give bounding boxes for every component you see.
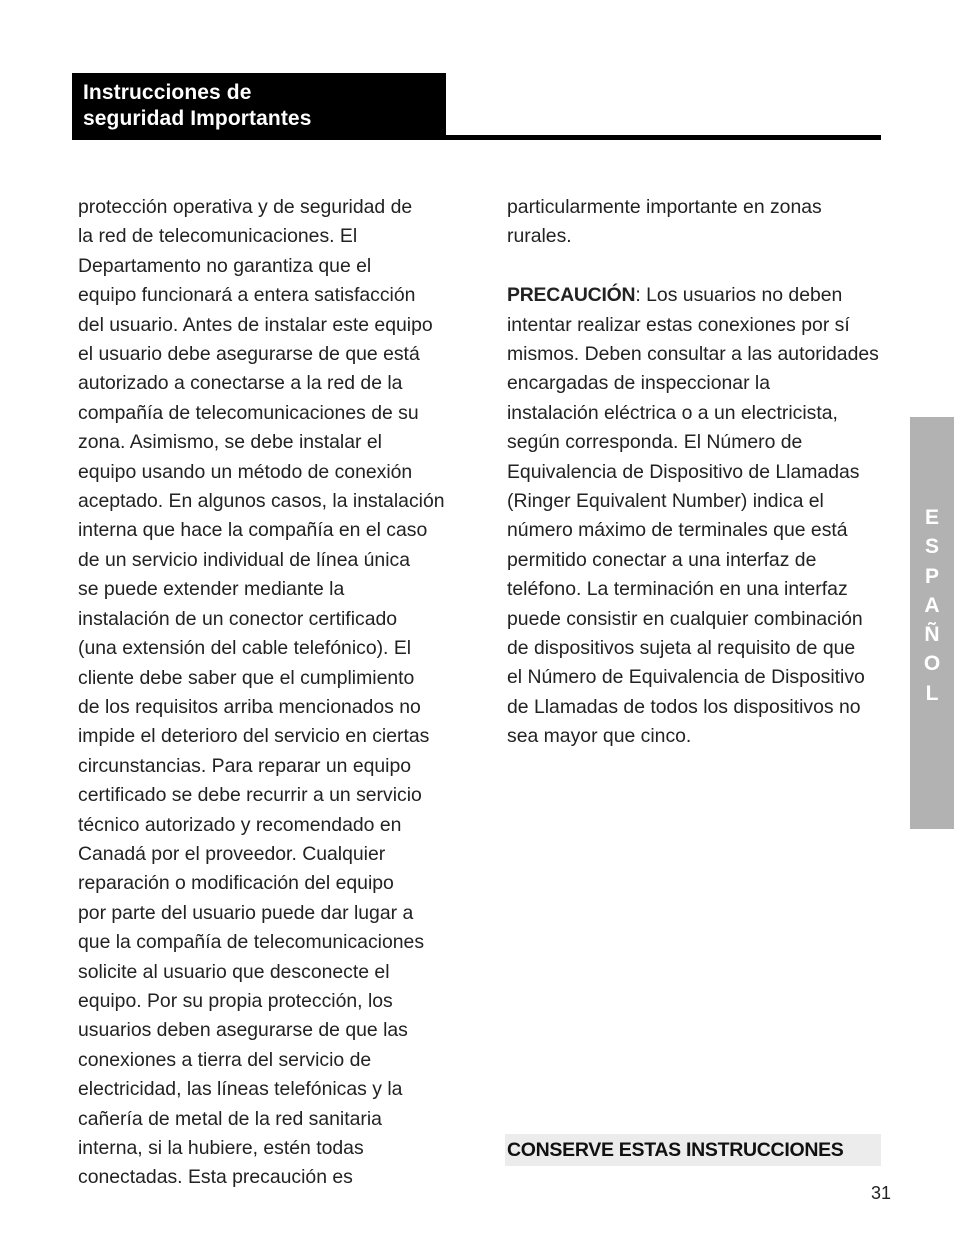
body-line: zona. Asimismo, se debe instalar el [78, 431, 382, 454]
body-line: solicite al usuario que desconecte el [78, 960, 390, 983]
body-line: equipo funcionará a entera satisfacción [78, 284, 416, 307]
language-letters [910, 503, 954, 708]
body-line: cliente debe saber que el cumplimiento [78, 666, 415, 689]
body-line: instalación de un conector certificado [78, 607, 398, 630]
body-line: de Llamadas de todos los dispositivos no [507, 695, 861, 718]
body-line: la red de telecomunicaciones. El [78, 225, 358, 248]
body-line: (Ringer Equivalent Number) indica el [507, 490, 824, 513]
body-line: conexiones a tierra del servicio de [78, 1048, 372, 1071]
body-line: usuarios deben asegurarse de que las [78, 1019, 408, 1042]
body-line: permitido conectar a una interfaz de [507, 548, 817, 571]
body-line: encargadas de inspeccionar la [507, 372, 771, 395]
section-header [72, 73, 446, 139]
body-line: según corresponda. El Número de [507, 431, 803, 454]
save-instructions-band [505, 1134, 881, 1166]
body-line: impide el deterioro del servicio en ciertas [78, 725, 430, 748]
body-line: de dispositivos sujeta al requisito de que [507, 637, 856, 660]
body-line: (una extensión del cable telefónico). El [78, 637, 412, 660]
body-line: interna que hace la compañía en el caso [78, 519, 428, 542]
section-title-line-2: seguridad Importantes [83, 107, 312, 130]
body-line: intentar realizar estas conexiones por sí [507, 313, 850, 336]
save-instructions-note: CONSERVE ESTAS INSTRUCCIONES [507, 1139, 844, 1161]
caution-label: PRECAUCIÓN [507, 284, 636, 307]
caution-first-line-text: : Los usuarios no deben [635, 284, 843, 307]
tab-letter: O [923, 652, 941, 676]
body-line: de un servicio individual de línea única [78, 548, 411, 571]
language-side-tab [910, 417, 954, 829]
body-line: teléfono. La terminación en una interfaz [507, 578, 848, 601]
body-line: equipo. Por su propia protección, los [78, 989, 393, 1012]
section-title-line-1: Instrucciones de [83, 81, 252, 104]
body-line: de los requisitos arriba mencionados no [78, 695, 421, 718]
body-line: se puede extender mediante la [78, 578, 345, 601]
body-line: que la compañía de telecomunicaciones [78, 931, 425, 954]
body-line: equipo usando un método de conexión [78, 460, 413, 483]
body-line: número máximo de terminales que está [507, 519, 848, 542]
body-line: reparación o modificación del equipo [78, 872, 394, 895]
body-line: por parte del usuario puede dar lugar a [78, 901, 414, 924]
body-line: cañería de metal de la red sanitaria [78, 1107, 382, 1130]
left-column [78, 193, 450, 1193]
body-line: el usuario debe asegurarse de que está [78, 343, 420, 366]
body-line: del usuario. Antes de instalar este equipo [78, 313, 433, 336]
body-line: rurales. [507, 225, 572, 248]
body-line: compañía de telecomunicaciones de su [78, 401, 419, 424]
body-line: aceptado. En algunos casos, la instalación [78, 490, 445, 513]
body-line: electricidad, las líneas telefónicas y la [78, 1078, 403, 1101]
body-line: particularmente importante en zonas [507, 196, 822, 218]
page-number: 31 [871, 1183, 892, 1203]
tab-letter: E [924, 506, 939, 529]
body-line: mismos. Deben consultar a las autoridades [507, 343, 879, 366]
body-line: circunstancias. Para reparar un equipo [78, 754, 412, 777]
body-line: el Número de Equivalencia de Dispositivo [507, 666, 865, 689]
tab-letter: A [924, 593, 940, 617]
body-line: certificado se debe recurrir a un servicio [78, 784, 422, 807]
tab-letter: Ñ [924, 623, 940, 647]
body-line: Canadá por el proveedor. Cualquier [78, 842, 386, 865]
right-column [507, 193, 883, 752]
paragraph-gap [507, 252, 883, 281]
body-line: Departamento no garantiza que el [78, 254, 372, 277]
body-line: conectadas. Esta precaución es [78, 1166, 353, 1189]
body-line: autorizado a conectarse a la red de la [78, 372, 403, 395]
body-line: Equivalencia de Dispositivo de Llamadas [507, 460, 860, 483]
tab-letter: S [924, 535, 939, 559]
body-line: protección operativa y de seguridad de [78, 196, 413, 218]
body-line: interna, si la hubiere, estén todas [78, 1137, 364, 1159]
body-line: técnico autorizado y recomendado en [78, 813, 402, 836]
header-rule [72, 135, 881, 140]
tab-letter: L [925, 681, 939, 705]
body-line: puede consistir en cualquier combinación [507, 607, 863, 630]
body-line: sea mayor que cinco. [507, 725, 692, 748]
caution-first-line [507, 281, 883, 310]
tab-letter: P [924, 564, 939, 588]
body-line: instalación eléctrica o a un electricista, [507, 401, 838, 424]
